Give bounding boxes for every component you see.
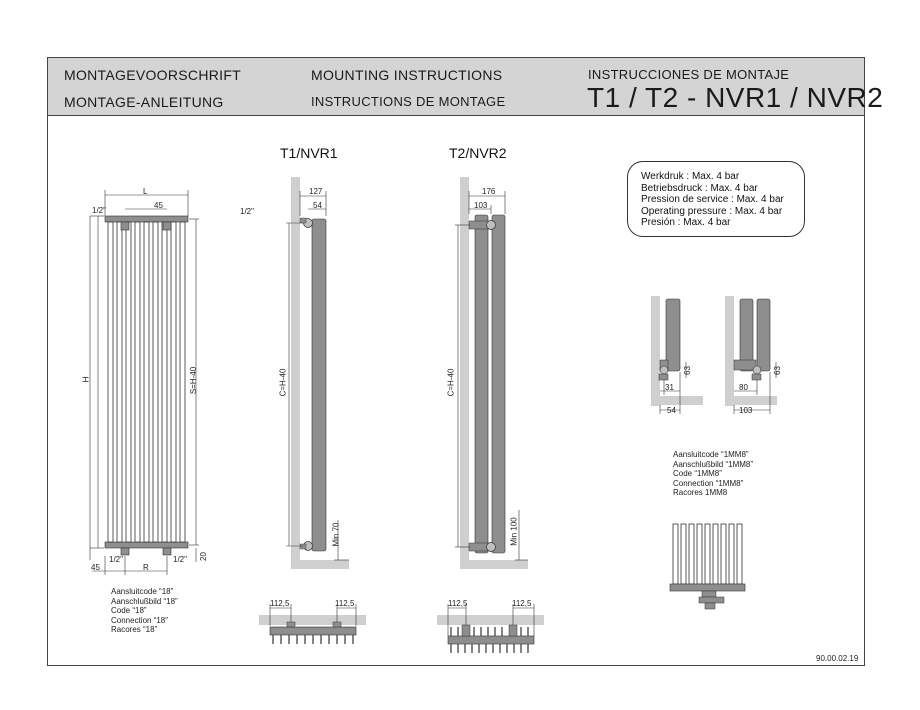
t1-title: T1/NVR1 bbox=[280, 145, 338, 161]
dim-length: L bbox=[143, 187, 148, 196]
t2-dim-min: Min 100 bbox=[509, 517, 519, 546]
code-line: Aansluitcode “1MM8” bbox=[673, 450, 749, 459]
dim-half-inch-bottom-left: 1/2" bbox=[109, 555, 123, 564]
t2-dim-103: 103 bbox=[474, 201, 488, 210]
pressure-line: Werkdruk : Max. 4 bar bbox=[641, 171, 740, 182]
code-line: Code “18” bbox=[111, 606, 147, 615]
detail-right-dim-63: 63 bbox=[772, 366, 782, 375]
dim-half-inch-top: 1/2" bbox=[92, 206, 106, 215]
detail-connection-codes bbox=[673, 450, 753, 498]
title-spanish: INSTRUCCIONES DE MONTAJE bbox=[588, 67, 790, 82]
detail-left-dim-63: 63 bbox=[682, 366, 692, 375]
dim-half-inch-bottom-right: 1/2" bbox=[173, 555, 187, 564]
t2-dim-bottom-right: 112,5 bbox=[512, 599, 532, 608]
t1-dim-half-inch: 1/2" bbox=[240, 207, 254, 216]
front-connection-codes bbox=[111, 587, 178, 635]
dim-r: R bbox=[143, 563, 149, 572]
detail-1mm8-radiator bbox=[670, 524, 745, 609]
front-view-radiator bbox=[105, 216, 188, 555]
t2-title: T2/NVR2 bbox=[449, 145, 507, 161]
pressure-line: Operating pressure : Max. 4 bar bbox=[641, 205, 783, 217]
document-number: 90.00.02.19 bbox=[816, 654, 859, 663]
t1-dim-54: 54 bbox=[313, 201, 322, 210]
detail-left-dim-54: 54 bbox=[667, 406, 676, 415]
t2-dim-c: C=H-40 bbox=[446, 368, 456, 397]
code-line: Code “1MM8” bbox=[673, 469, 722, 478]
detail-right-dim-103: 103 bbox=[739, 406, 753, 415]
detail-right-dim-80: 80 bbox=[739, 383, 748, 392]
code-line: Aanschlußbild “18” bbox=[111, 596, 178, 606]
t2-side-view bbox=[460, 177, 528, 569]
t1-dim-127: 127 bbox=[309, 187, 323, 196]
t2-dim-176: 176 bbox=[482, 187, 496, 196]
detail-left-dim-31: 31 bbox=[665, 383, 674, 392]
title-french: INSTRUCTIONS DE MONTAGE bbox=[311, 94, 506, 109]
t1-dim-bottom-right: 112,5 bbox=[335, 599, 355, 608]
code-line: Connection “18” bbox=[111, 615, 168, 625]
title-german: MONTAGE-ANLEITUNG bbox=[64, 94, 224, 110]
t2-dim-bottom-left: 112,5 bbox=[448, 599, 468, 608]
pressure-line: Presión : Max. 4 bar bbox=[641, 217, 731, 228]
t1-dim-c: C=H-40 bbox=[278, 368, 288, 397]
code-line: Aansluitcode “18” bbox=[111, 587, 174, 596]
code-line: Racores 1MM8 bbox=[673, 488, 728, 497]
pressure-line: Pression de service : Max. 4 bar bbox=[641, 194, 784, 205]
detail-left-view bbox=[651, 296, 703, 406]
t1-dim-bottom-left: 112,5 bbox=[270, 599, 290, 608]
dim-s-height: S=H-40 bbox=[189, 366, 199, 395]
dim-height: H bbox=[81, 376, 91, 383]
code-line: Aanschlußbild “1MM8” bbox=[673, 459, 754, 469]
model-title: T1 / T2 - NVR1 / NVR2 bbox=[587, 82, 884, 113]
title-dutch: MONTAGEVOORSCHRIFT bbox=[64, 67, 242, 83]
detail-right-view bbox=[725, 296, 777, 406]
dim-20: 20 bbox=[198, 552, 208, 561]
t1-dim-min: Min 70 bbox=[331, 522, 341, 547]
code-line: Racores “18” bbox=[111, 625, 158, 634]
t2-bottom-view bbox=[437, 604, 544, 653]
pressure-line: Betriebsdruck : Max. 4 bar bbox=[641, 182, 758, 194]
pressure-info-box bbox=[627, 161, 805, 237]
code-line: Connection “1MM8” bbox=[673, 478, 744, 488]
t1-side-view bbox=[291, 177, 349, 569]
dim-45-bottom: 45 bbox=[91, 563, 100, 572]
dim-45-top: 45 bbox=[154, 201, 163, 210]
title-english: MOUNTING INSTRUCTIONS bbox=[311, 67, 503, 83]
t1-bottom-view bbox=[259, 604, 366, 644]
